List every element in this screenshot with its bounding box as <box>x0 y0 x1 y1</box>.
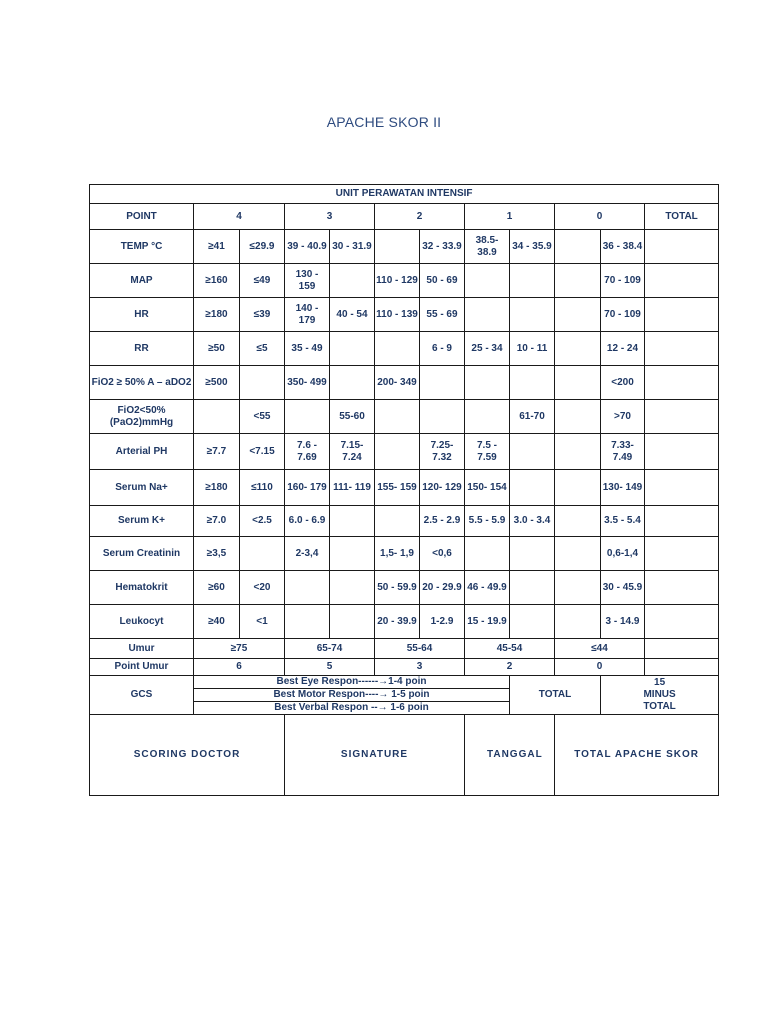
score-range-cell <box>510 298 555 332</box>
score-range-cell <box>330 332 375 366</box>
score-range-cell: ≥60 <box>194 571 240 605</box>
row-total-cell <box>645 470 719 506</box>
score-range-cell: 2-3,4 <box>285 537 330 571</box>
score-range-cell: 12 - 24 <box>601 332 645 366</box>
score-range-cell: ≥180 <box>194 298 240 332</box>
umur-row <box>90 639 719 659</box>
row-total-cell <box>645 434 719 470</box>
score-range-cell: ≥180 <box>194 470 240 506</box>
scoring-doctor-field <box>90 715 285 796</box>
row-total-cell <box>645 332 719 366</box>
parameter-row <box>90 470 719 506</box>
total-header: TOTAL <box>645 204 719 230</box>
score-range-cell: 110 - 139 <box>375 298 420 332</box>
score-range-cell: ≥7.0 <box>194 506 240 537</box>
parameter-row <box>90 537 719 571</box>
score-range-cell: <0,6 <box>420 537 465 571</box>
score-range-cell <box>330 605 375 639</box>
gcs-eye-response: Best Eye Respon------→1-4 poin <box>194 676 510 689</box>
score-range-cell <box>555 400 601 434</box>
score-range-cell <box>330 506 375 537</box>
score-range-cell <box>510 571 555 605</box>
point-2-header: 2 <box>375 204 465 230</box>
gcs-label: GCS <box>90 676 194 715</box>
parameter-label: MAP <box>90 264 194 298</box>
score-range-cell <box>510 366 555 400</box>
score-range-cell <box>465 537 510 571</box>
score-range-cell: 20 - 39.9 <box>375 605 420 639</box>
gcs-minus-line-2: MINUS <box>643 689 676 700</box>
score-range-cell <box>510 434 555 470</box>
gcs-total-label: TOTAL <box>510 676 601 715</box>
score-range-cell: ≥7.7 <box>194 434 240 470</box>
score-range-cell: ≥40 <box>194 605 240 639</box>
score-range-cell <box>555 230 601 264</box>
point-3-header: 3 <box>285 204 375 230</box>
umur-cell-2: 55-64 <box>375 639 465 659</box>
umur-cell-4: ≥75 <box>194 639 285 659</box>
parameter-label: HR <box>90 298 194 332</box>
point-umur-label: Point Umur <box>90 659 194 676</box>
parameter-label: TEMP °C <box>90 230 194 264</box>
signature-row <box>90 715 719 796</box>
score-range-cell <box>285 571 330 605</box>
score-range-cell <box>465 264 510 298</box>
score-range-cell: ≥50 <box>194 332 240 366</box>
score-range-cell: ≤49 <box>240 264 285 298</box>
row-total-cell <box>645 605 719 639</box>
score-range-cell: 55-60 <box>330 400 375 434</box>
score-range-cell: 5.5 - 5.9 <box>465 506 510 537</box>
score-range-cell <box>375 434 420 470</box>
tanggal-label: TANGGAL <box>487 749 543 760</box>
score-range-cell: 10 - 11 <box>510 332 555 366</box>
score-range-cell: ≥160 <box>194 264 240 298</box>
score-range-cell: 55 - 69 <box>420 298 465 332</box>
score-range-cell <box>285 400 330 434</box>
score-range-cell: 155- 159 <box>375 470 420 506</box>
score-range-cell <box>555 332 601 366</box>
score-range-cell <box>555 434 601 470</box>
score-range-cell: 50 - 59.9 <box>375 571 420 605</box>
umur-label: Umur <box>90 639 194 659</box>
point-header-row <box>90 204 719 230</box>
row-total-cell <box>645 366 719 400</box>
umur-total <box>645 639 719 659</box>
score-range-cell <box>330 571 375 605</box>
parameter-row <box>90 506 719 537</box>
score-range-cell: 130- 149 <box>601 470 645 506</box>
point-0-header: 0 <box>555 204 645 230</box>
parameter-row <box>90 434 719 470</box>
score-range-cell: 50 - 69 <box>420 264 465 298</box>
parameter-row <box>90 298 719 332</box>
score-range-cell: 120- 129 <box>420 470 465 506</box>
score-range-cell <box>375 400 420 434</box>
total-apache-field <box>555 715 719 796</box>
score-range-cell: 15 - 19.9 <box>465 605 510 639</box>
parameter-label: Serum Creatinin <box>90 537 194 571</box>
score-range-cell <box>375 230 420 264</box>
score-range-cell <box>555 298 601 332</box>
row-total-cell <box>645 230 719 264</box>
score-range-cell: <2.5 <box>240 506 285 537</box>
score-range-cell: <20 <box>240 571 285 605</box>
score-range-cell <box>330 264 375 298</box>
score-range-cell <box>555 537 601 571</box>
signature-field <box>285 715 465 796</box>
score-range-cell: 35 - 49 <box>285 332 330 366</box>
score-range-cell: 160- 179 <box>285 470 330 506</box>
unit-header: UNIT PERAWATAN INTENSIF <box>90 185 719 204</box>
score-range-cell <box>555 571 601 605</box>
total-apache-label: TOTAL APACHE SKOR <box>574 749 699 760</box>
point-umur-cell-3: 5 <box>285 659 375 676</box>
row-total-cell <box>645 400 719 434</box>
score-range-cell <box>510 605 555 639</box>
score-range-cell: 32 - 33.9 <box>420 230 465 264</box>
score-range-cell: <1 <box>240 605 285 639</box>
score-range-cell: 7.6 - 7.69 <box>285 434 330 470</box>
score-range-cell <box>465 298 510 332</box>
score-range-cell <box>420 400 465 434</box>
score-range-cell <box>194 400 240 434</box>
score-range-cell: 40 - 54 <box>330 298 375 332</box>
parameter-label: RR <box>90 332 194 366</box>
parameter-label: Hematokrit <box>90 571 194 605</box>
score-range-cell: <55 <box>240 400 285 434</box>
score-range-cell: ≥500 <box>194 366 240 400</box>
score-range-cell <box>330 537 375 571</box>
parameter-label: Serum Na+ <box>90 470 194 506</box>
parameter-label: FiO2<50% (PaO2)mmHg <box>90 400 194 434</box>
score-range-cell: 70 - 109 <box>601 298 645 332</box>
score-range-cell: ≤110 <box>240 470 285 506</box>
score-range-cell: 1,5- 1,9 <box>375 537 420 571</box>
parameter-row <box>90 366 719 400</box>
score-range-cell: 7.25- 7.32 <box>420 434 465 470</box>
parameter-row <box>90 332 719 366</box>
gcs-minus-total <box>601 676 719 715</box>
gcs-verbal-response: Best Verbal Respon --→ 1-6 poin <box>194 702 510 715</box>
parameter-label: FiO2 ≥ 50% A – aDO2 <box>90 366 194 400</box>
score-range-cell: <200 <box>601 366 645 400</box>
parameter-row <box>90 605 719 639</box>
score-range-cell: 150- 154 <box>465 470 510 506</box>
score-range-cell: 70 - 109 <box>601 264 645 298</box>
score-range-cell: ≤39 <box>240 298 285 332</box>
score-range-cell: ≥3,5 <box>194 537 240 571</box>
umur-cell-0: ≤44 <box>555 639 645 659</box>
score-range-cell <box>375 332 420 366</box>
score-range-cell: <7.15 <box>240 434 285 470</box>
score-range-cell <box>285 605 330 639</box>
gcs-minus-line-3: TOTAL <box>643 701 676 712</box>
row-total-cell <box>645 506 719 537</box>
gcs-row-1 <box>90 676 719 689</box>
row-total-cell <box>645 537 719 571</box>
point-1-header: 1 <box>465 204 555 230</box>
score-range-cell: 34 - 35.9 <box>510 230 555 264</box>
point-umur-cell-2: 3 <box>375 659 465 676</box>
parameter-row <box>90 230 719 264</box>
score-range-cell <box>555 366 601 400</box>
score-range-cell: >70 <box>601 400 645 434</box>
score-range-cell <box>555 470 601 506</box>
parameter-row <box>90 264 719 298</box>
score-range-cell <box>240 537 285 571</box>
score-range-cell: 6 - 9 <box>420 332 465 366</box>
score-range-cell: 39 - 40.9 <box>285 230 330 264</box>
score-range-cell: 3.5 - 5.4 <box>601 506 645 537</box>
umur-cell-1: 45-54 <box>465 639 555 659</box>
point-4-header: 4 <box>194 204 285 230</box>
score-range-cell: 110 - 129 <box>375 264 420 298</box>
score-range-cell: ≤29.9 <box>240 230 285 264</box>
parameter-label: Serum K+ <box>90 506 194 537</box>
row-total-cell <box>645 571 719 605</box>
score-range-cell: 6.0 - 6.9 <box>285 506 330 537</box>
score-range-cell: 61-70 <box>510 400 555 434</box>
score-range-cell: 7.5 - 7.59 <box>465 434 510 470</box>
scoring-doctor-label: SCORING DOCTOR <box>133 749 241 760</box>
score-range-cell <box>240 366 285 400</box>
apache-score-table <box>89 184 719 796</box>
row-total-cell <box>645 298 719 332</box>
score-range-cell: ≥41 <box>194 230 240 264</box>
score-range-cell: 25 - 34 <box>465 332 510 366</box>
document-title: APACHE SKOR II <box>326 114 442 130</box>
point-umur-cell-1: 2 <box>465 659 555 676</box>
score-range-cell <box>555 605 601 639</box>
score-range-cell <box>555 264 601 298</box>
point-umur-row <box>90 659 719 676</box>
point-umur-cell-4: 6 <box>194 659 285 676</box>
score-range-cell <box>420 366 465 400</box>
signature-label: SIGNATURE <box>340 749 409 760</box>
score-range-cell: 3.0 - 3.4 <box>510 506 555 537</box>
point-umur-cell-0: 0 <box>555 659 645 676</box>
score-range-cell: 7.15- 7.24 <box>330 434 375 470</box>
parameter-label: Leukocyt <box>90 605 194 639</box>
gcs-motor-response: Best Motor Respon----→ 1-5 poin <box>194 689 510 702</box>
gcs-minus-line-1: 15 <box>654 677 666 688</box>
score-range-cell: 30 - 45.9 <box>601 571 645 605</box>
score-range-cell: 46 - 49.9 <box>465 571 510 605</box>
score-range-cell: 1-2.9 <box>420 605 465 639</box>
score-range-cell: 7.33- 7.49 <box>601 434 645 470</box>
point-umur-total <box>645 659 719 676</box>
score-range-cell: 130 - 159 <box>285 264 330 298</box>
umur-cell-3: 65-74 <box>285 639 375 659</box>
score-range-cell <box>510 537 555 571</box>
score-range-cell: 350- 499 <box>285 366 330 400</box>
score-range-cell: ≤5 <box>240 332 285 366</box>
score-range-cell: 200- 349 <box>375 366 420 400</box>
point-header-label: POINT <box>90 204 194 230</box>
tanggal-field <box>465 715 555 796</box>
score-range-cell: 30 - 31.9 <box>330 230 375 264</box>
score-range-cell <box>465 400 510 434</box>
parameter-label: Arterial PH <box>90 434 194 470</box>
score-range-cell: 38.5- 38.9 <box>465 230 510 264</box>
score-range-cell: 111- 119 <box>330 470 375 506</box>
score-range-cell <box>510 264 555 298</box>
score-range-cell: 2.5 - 2.9 <box>420 506 465 537</box>
score-range-cell: 20 - 29.9 <box>420 571 465 605</box>
score-range-cell <box>330 366 375 400</box>
score-range-cell <box>510 470 555 506</box>
unit-header-row <box>90 185 719 204</box>
score-range-cell: 0,6-1,4 <box>601 537 645 571</box>
score-range-cell <box>555 506 601 537</box>
parameter-row <box>90 400 719 434</box>
score-range-cell: 36 - 38.4 <box>601 230 645 264</box>
score-range-cell <box>375 506 420 537</box>
score-range-cell <box>465 366 510 400</box>
parameter-row <box>90 571 719 605</box>
score-range-cell: 3 - 14.9 <box>601 605 645 639</box>
score-range-cell: 140 - 179 <box>285 298 330 332</box>
row-total-cell <box>645 264 719 298</box>
